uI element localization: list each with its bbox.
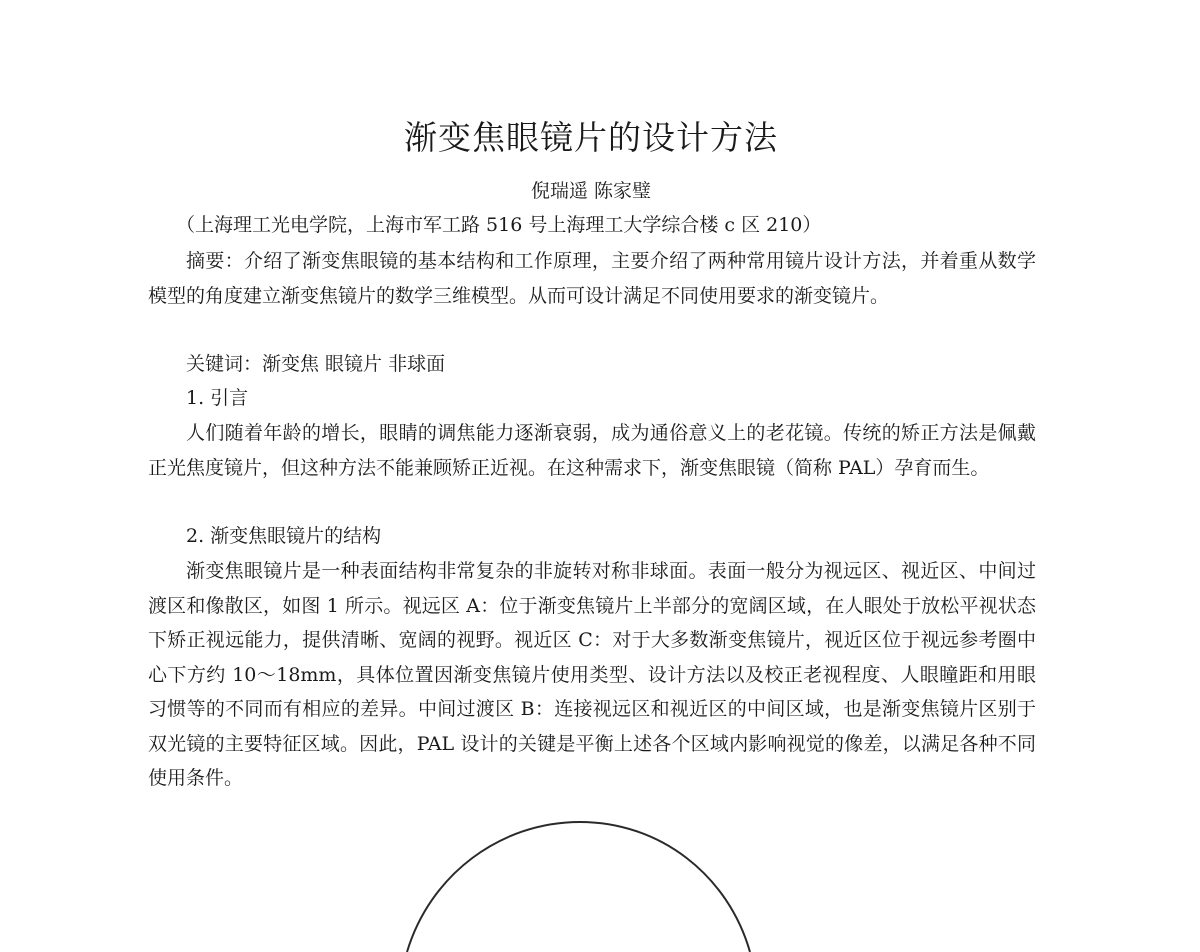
abstract-paragraph: 摘要：介绍了渐变焦眼镜的基本结构和工作原理，主要介绍了两种常用镜片设计方法，并着重从数学模型的角度建立渐变焦镜片的数学三维模型。从而可设计满足不同使用要求的渐变镜片。	[148, 250, 1036, 307]
section-2-paragraph: 渐变焦眼镜片是一种表面结构非常复杂的非旋转对称非球面。表面一般分为视远区、视近区、中间过渡区和像散区，如图 1 所示。视远区 A：位于渐变焦镜片上半部分的宽阔区域，在人眼处于放松平视状态下矫正视远能力，提供清晰、宽阔的视野。视近区 C：对于大多数渐变焦镜片，视近区位于视远参考圈中心下方约 10～18mm，具体位置因渐变焦镜片使用类型、设计方法以及校正老视程度、人眼瞳距和用眼习惯等的不同而有相应的差异。中间过渡区 B：连接视远区和视近区的中间区域，也是渐变焦镜片区别于双光镜的主要特征区域。因此，PAL 设计的关键是平衡上述各个区域内影响视觉的像差，以满足各种不同使用条件。	[148, 560, 1036, 789]
lens-outline-arc	[407, 822, 750, 952]
section-1-paragraph: 人们随着年龄的增长，眼睛的调焦能力逐渐衰弱，成为通俗意义上的老花镜。传统的矫正方法是佩戴正光焦度镜片，但这种方法不能兼顾矫正近视。在这种需求下，渐变焦眼镜（简称 PAL）孕育而生。	[148, 422, 1036, 479]
paper-authors: 倪瑞遥 陈家璧	[530, 180, 652, 202]
paper-affiliation: （上海理工光电学院，上海市军工路 516 号上海理工大学综合楼 c 区 210）	[176, 214, 822, 236]
section-2-heading: 2. 渐变焦眼镜片的结构	[186, 525, 382, 547]
paper-title: 渐变焦眼镜片的设计方法	[404, 118, 778, 157]
keywords-line: 关键词：渐变焦 眼镜片 非球面	[186, 353, 446, 375]
section-1-heading: 1. 引言	[186, 387, 249, 409]
